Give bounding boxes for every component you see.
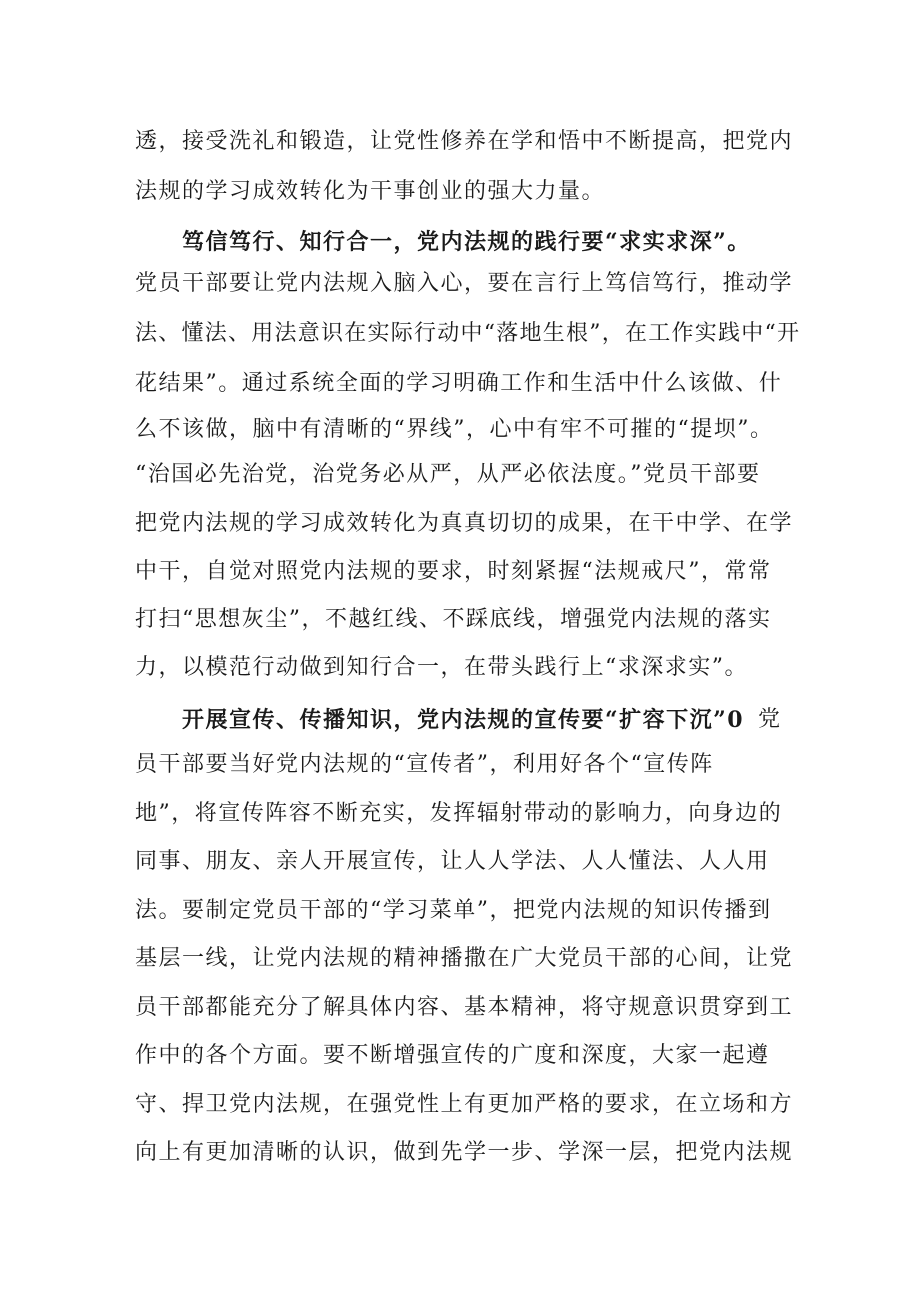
paragraph-line: 向上有更加清晰的认识，做到先学一步、学深一层，把党内法规: [135, 1140, 794, 1165]
paragraph-line: 打扫“思想灰尘”，不越红线、不踩底线，增强党内法规的落实: [135, 607, 772, 632]
paragraph-line: 党: [758, 707, 782, 732]
paragraph-line: “治国必先治党，治党务必从严，从严必依法度。”党员干部要: [135, 462, 761, 487]
paragraph-line: 法、懂法、用法意识在实际行动中“落地生根”，在工作实践中“开: [135, 321, 801, 346]
paragraph-line: 透，接受洗礼和锻造，让党性修养在学和悟中不断提高，把党内: [135, 129, 794, 154]
paragraph-line: 员干部要当好党内法规的“宣传者”，利用好各个“宣传阵: [135, 752, 714, 777]
paragraph-line: 党员干部要让党内法规入脑入心，要在言行上笃信笃行，推动学: [135, 271, 794, 296]
paragraph-line: 守、捍卫党内法规，在强党性上有更加严格的要求，在立场和方: [135, 1092, 794, 1117]
paragraph-line: 作中的各个方面。要不断增强宣传的广度和深度，大家一起遵: [135, 1043, 770, 1068]
paragraph-line: 法规的学习成效转化为干事创业的强大力量。: [135, 179, 606, 204]
paragraph-line: 基层一线，让党内法规的精神播撒在广大党员干部的心间，让党: [135, 946, 794, 971]
paragraph-line: 地”，将宣传阵容不断充实，发挥辐射带动的影响力，向身边的: [135, 801, 783, 826]
section-heading: 开展宣传、传播知识，党内法规的宣传要“扩容下沉”0: [182, 707, 745, 733]
paragraph-line: 中干，自觉对照党内法规的要求，时刻紧握“法规戒尺”，常常: [135, 559, 772, 584]
paragraph-line: 法。要制定党员干部的“学习菜单”，把党内法规的知识传播到: [135, 898, 772, 923]
paragraph-line: 员干部都能充分了解具体内容、基本精神，将守规意识贯穿到工: [135, 995, 794, 1020]
paragraph-line: 同事、朋友、亲人开展宣传，让人人学法、人人懂法、人人用: [135, 849, 770, 874]
paragraph-line: 把党内法规的学习成效转化为真真切切的成果，在干中学、在学: [135, 511, 794, 536]
paragraph-line: 么不该做，脑中有清晰的“界线”，心中有牢不可摧的“提坝”。: [135, 417, 774, 442]
paragraph-line: 花结果”。通过系统全面的学习明确工作和生活中什么该做、什: [135, 371, 783, 396]
paragraph-line: 力，以模范行动做到知行合一，在带头践行上“求深求实”。: [135, 655, 748, 680]
section-heading: 笃信笃行、知行合一，党内法规的践行要“求实求深”。: [182, 229, 751, 255]
